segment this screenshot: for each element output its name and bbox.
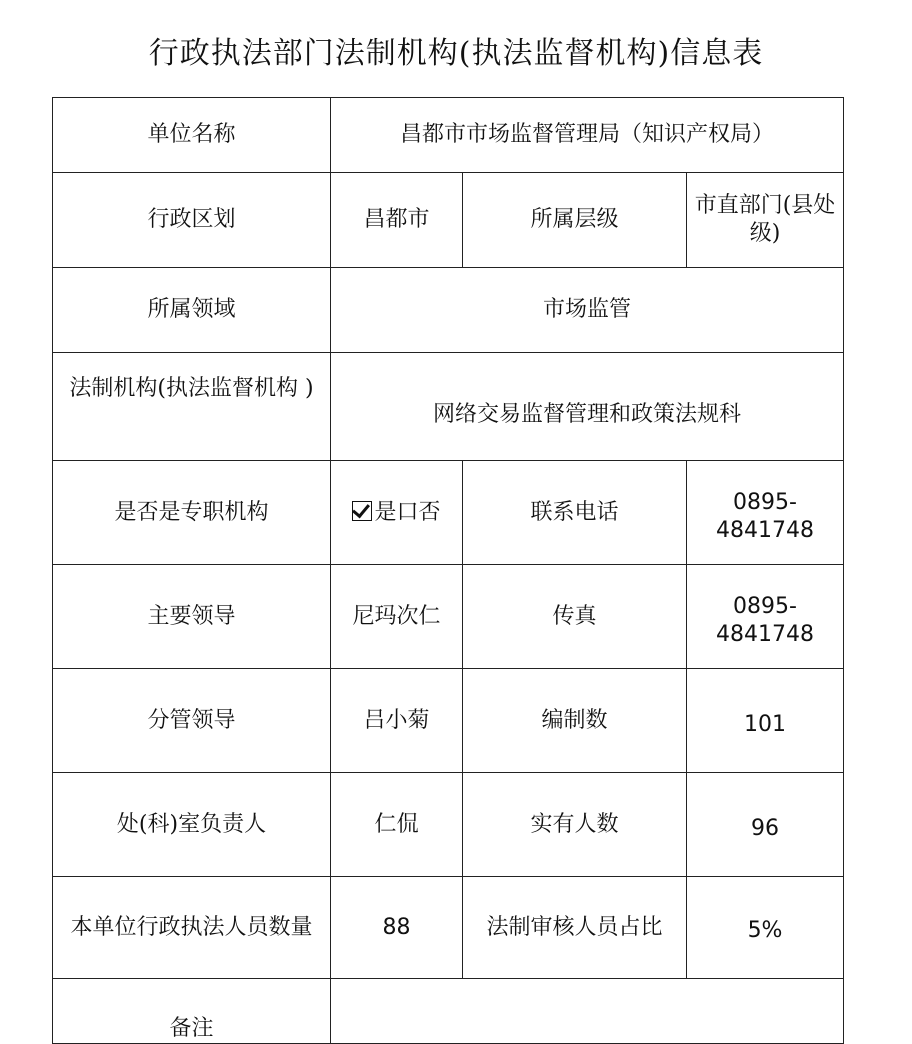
- enforcement-label: 本单位行政执法人员数量: [53, 877, 331, 979]
- page-title: 行政执法部门法制机构(执法监督机构)信息表: [148, 36, 764, 71]
- office-head-label: 处(科)室负责人: [53, 773, 331, 877]
- unit-name-value: 昌都市市场监督管理局（知识产权局）: [331, 98, 844, 173]
- legal-org-value: 网络交易监督管理和政策法规科: [331, 353, 844, 461]
- region-label: 行政区划: [53, 173, 331, 268]
- staffing-label: 编制数: [463, 669, 687, 773]
- deputy-value: 吕小菊: [331, 669, 463, 773]
- level-value: 市直部门(县处级): [687, 173, 844, 268]
- table-row: [53, 173, 844, 268]
- remarks-value: [331, 979, 844, 1044]
- ratio-value: 5%: [687, 877, 844, 979]
- unit-name-label: 单位名称: [53, 98, 331, 173]
- fax-value: 0895-4841748: [687, 565, 844, 669]
- yes-label: 是: [374, 499, 397, 525]
- legal-org-label: 法制机构(执法监督机构 ): [53, 353, 331, 461]
- leader-label: 主要领导: [53, 565, 331, 669]
- dedicated-label: 是否是专职机构: [53, 461, 331, 565]
- table-row: [53, 877, 844, 979]
- table-row: [53, 565, 844, 669]
- table-row: [53, 353, 844, 461]
- fax-label: 传真: [463, 565, 687, 669]
- no-checkbox-glyph: 口: [396, 499, 419, 525]
- table-row: [53, 979, 844, 1044]
- domain-label: 所属领域: [53, 268, 331, 353]
- table-row: [53, 461, 844, 565]
- phone-value: 0895-4841748: [687, 461, 844, 565]
- remarks-label: 备注: [53, 979, 331, 1044]
- table-row: [53, 268, 844, 353]
- domain-value: 市场监管: [331, 268, 844, 353]
- phone-label: 联系电话: [463, 461, 687, 565]
- dedicated-choice: [331, 461, 463, 565]
- region-value: 昌都市: [331, 173, 463, 268]
- table-row: [53, 98, 844, 173]
- actual-value: 96: [687, 773, 844, 877]
- ratio-label: 法制审核人员占比: [463, 877, 687, 979]
- no-label: 否: [418, 499, 441, 525]
- deputy-label: 分管领导: [53, 669, 331, 773]
- info-table: [52, 97, 844, 1044]
- office-head-value: 仁侃: [331, 773, 463, 877]
- staffing-value: 101: [687, 669, 844, 773]
- yes-checkbox-icon: [352, 501, 372, 521]
- actual-label: 实有人数: [463, 773, 687, 877]
- enforcement-value: 88: [331, 877, 463, 979]
- level-label: 所属层级: [463, 173, 687, 268]
- table-row: [53, 773, 844, 877]
- leader-value: 尼玛次仁: [331, 565, 463, 669]
- table-row: [53, 669, 844, 773]
